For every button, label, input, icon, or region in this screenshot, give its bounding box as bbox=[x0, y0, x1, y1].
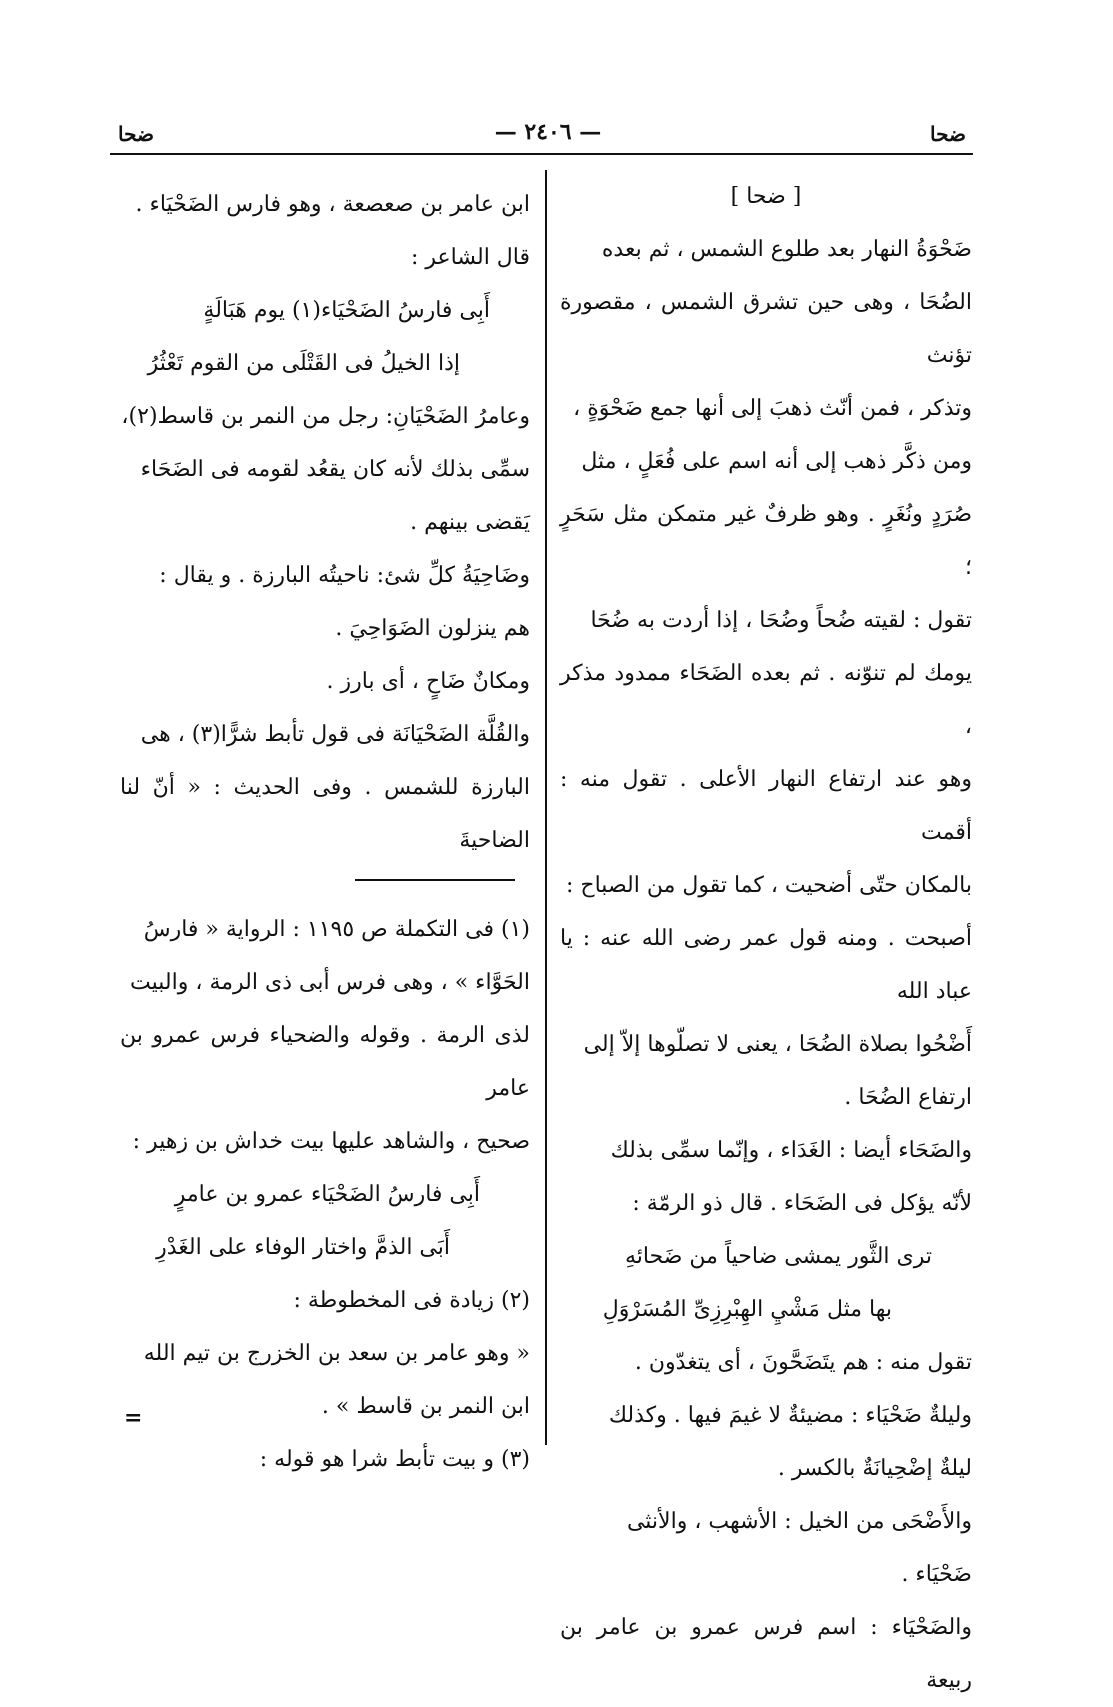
text-line: ضَحْوَةُ النهار بعد طلوع الشمس ، ثم بعده bbox=[601, 237, 972, 262]
text-line: لأنّه يؤكل فى الضَحَاء . قال ذو الرمّة : bbox=[632, 1191, 972, 1216]
footnote-line: صحيح ، والشاهد عليها بيت خداش بن زهير : bbox=[132, 1129, 530, 1154]
column-divider bbox=[545, 170, 547, 1445]
footnote-line: (٢) زيادة فى المخطوطة : bbox=[293, 1288, 530, 1313]
verse-line: بها مثل مَشْيِ الهِبْرِزِىِّ المُسَرْوَلِ bbox=[602, 1297, 892, 1322]
text-line: الضُحَا ، وهى حين تشرق الشمس ، مقصورة تؤنث bbox=[560, 290, 972, 368]
text-line: والضَحْيَاء : اسم فرس عمرو بن عامر بن ربيعة bbox=[560, 1615, 972, 1693]
text-line: والأَضْحَى من الخيل : الأشهب ، والأنثى bbox=[626, 1509, 972, 1534]
text-line: وليلةٌ ضَحْيَاء : مضيئةٌ لا غيمَ فيها . وكذلك bbox=[608, 1403, 972, 1428]
text-line: تقول : لقيته ضُحاً وضُحَا ، إذا أردت به ضُحَا bbox=[590, 608, 972, 633]
text-line: قال الشاعر : bbox=[410, 245, 530, 270]
text-line: أَضْحُوا بصلاة الضُحَا ، يعنى لا تصلّوها إلاّ إلى bbox=[583, 1032, 972, 1057]
text-line: أصبحت . ومنه قول عمر رضى الله عنه : يا عباد الله bbox=[560, 926, 972, 1004]
text-line: يَقضى بينهم . bbox=[410, 510, 530, 535]
footnote-verse: أَبِى فارسُ الضَحْيَاء عمرو بن عامرٍ bbox=[174, 1182, 480, 1207]
footnote-line: ابن النمر بن قاسط » . bbox=[321, 1394, 530, 1419]
running-head-right: ضحا bbox=[930, 122, 966, 146]
footnote-line: (٣) و بيت تأبط شرا هو قوله : bbox=[259, 1447, 530, 1472]
text-line: تقول منه : هم يتَضَحَّونَ ، أى يتغدّون . bbox=[634, 1350, 972, 1375]
verse-line: ترى الثَّور يمشى ضاحياً من ضَحائهِ bbox=[624, 1244, 932, 1269]
footnote-rule bbox=[355, 879, 515, 881]
text-line: والضَحَاء أيضا : الغَدَاء ، وإنّما سمِّى بذلك bbox=[610, 1138, 972, 1163]
text-line: صُرَدٍ ونُغَرٍ . وهو ظرفٌ غير متمكن مثل سَحَرٍ ؛ bbox=[560, 502, 972, 580]
text-line: ارتفاع الضُحَا . bbox=[844, 1085, 972, 1110]
text-line: وهو عند ارتفاع النهار الأعلى . تقول منه : أقمت bbox=[560, 767, 972, 845]
text-line: والقُلَّة الضَحْيَانَة فى قول تأبط شرًّا(٣) ، هى bbox=[140, 722, 530, 747]
footnote-line: (١) فى التكملة ص ١١٩٥ : الرواية « فارسُ bbox=[143, 917, 530, 942]
footnote-line: لذى الرمة . وقوله والضحياء فرس عمرو بن عامر bbox=[120, 1023, 530, 1101]
footnote-line: « وهو عامر بن سعد بن الخزرج بن تيم الله bbox=[143, 1341, 530, 1366]
text-line: ومن ذكَّر ذهب إلى أنه اسم على فُعَلٍ ، مثل bbox=[581, 449, 972, 474]
text-line: وضَاحِيَةُ كلِّ شئ: ناحيتُه البارزة . و يقال : bbox=[159, 563, 530, 588]
text-line: ضَحْيَاء . bbox=[901, 1562, 972, 1587]
header-rule bbox=[110, 153, 973, 155]
running-head-left: ضحا bbox=[118, 122, 154, 146]
text-line: ابن عامر بن صعصعة ، وهو فارس الضَحْيَاء . bbox=[135, 192, 530, 217]
text-line: بالمكان حتّى أضحيت ، كما تقول من الصباح : bbox=[566, 873, 972, 898]
text-line: يومك لم تنوّنه . ثم بعده الضَحَاء ممدود مذكر ، bbox=[560, 661, 972, 739]
text-line: هم ينزلون الضَوَاحِيَ . bbox=[335, 616, 530, 641]
text-line: وتذكر ، فمن أنّث ذهبَ إلى أنها جمع ضَحْوَةٍ ، bbox=[573, 396, 972, 421]
text-line: سمِّى بذلك لأنه كان يقعُد لقومه فى الضَحَاء bbox=[140, 457, 530, 482]
page-number: — ٢٤٠٦ — bbox=[494, 119, 602, 145]
text-line: ليلةٌ إضْحِيانَةٌ بالكسر . bbox=[777, 1456, 972, 1481]
footnotes bbox=[120, 903, 530, 1486]
verse-line: إذا الخيلُ فى القَتْلَى من القوم تَعْثُرُ bbox=[147, 351, 460, 376]
verse-line: أَبِى فارسُ الضَحْيَاء(١) يوم هَبَالَةٍ bbox=[203, 298, 490, 323]
text-line: البارزة للشمس . وفى الحديث : « أنّ لنا الضاحيةَ bbox=[120, 775, 530, 853]
continuation-mark: = bbox=[124, 1405, 143, 1431]
text-line: ومكانٌ ضَاحٍ ، أى بارز . bbox=[326, 669, 530, 694]
right-column bbox=[560, 170, 972, 1707]
footnote-verse: أَبَى الذمَّ واختار الوفاء على الغَدْرِ bbox=[156, 1235, 450, 1260]
left-column bbox=[120, 178, 530, 867]
entry-heading: [ ضحا ] bbox=[730, 184, 802, 209]
text-line: وعامرُ الضَحْيَانِ: رجل من النمر بن قاسط(٢)، bbox=[121, 404, 530, 429]
footnote-line: الحَوَّاء » ، وهى فرس أبى ذى الرمة ، والبيت bbox=[130, 970, 530, 995]
